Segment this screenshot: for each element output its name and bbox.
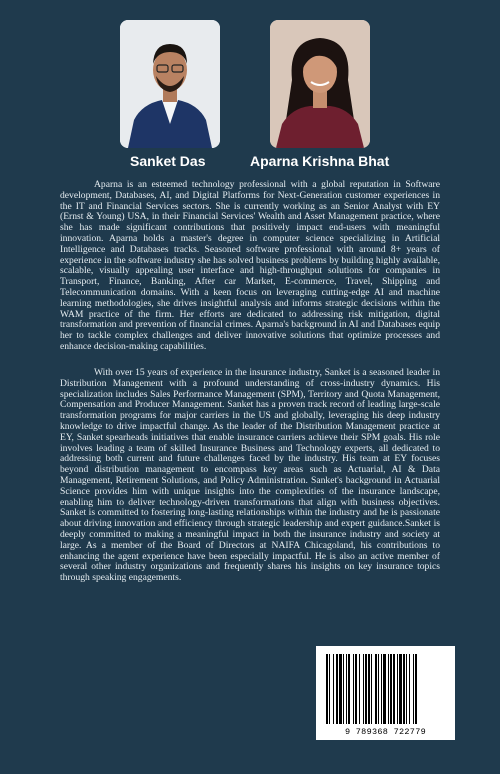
barcode-bar — [413, 654, 414, 724]
author-name-aparna: Aparna Krishna Bhat — [250, 153, 390, 169]
barcode-bar — [393, 654, 395, 724]
barcode-bar — [329, 654, 330, 724]
barcode-bar — [397, 654, 398, 724]
barcode-bar — [390, 654, 392, 724]
barcode-bar — [403, 654, 405, 724]
barcode-bar — [383, 654, 386, 724]
barcode-bar — [336, 654, 338, 724]
sanket-portrait-image — [120, 20, 220, 148]
barcode-bar — [353, 654, 354, 724]
barcode-bar — [368, 654, 370, 724]
barcode-bar — [406, 654, 407, 724]
barcode-bar — [399, 654, 402, 724]
barcode-bar — [326, 654, 328, 724]
barcode-bar — [333, 654, 334, 724]
barcode-bar — [339, 654, 342, 724]
author-photo-sanket — [120, 20, 220, 148]
isbn-number: 9 789368 722779 — [344, 727, 426, 737]
barcode-bar — [346, 654, 347, 724]
barcode-bars — [316, 646, 455, 740]
barcode-bar — [378, 654, 379, 724]
barcode-bar — [375, 654, 377, 724]
barcode-bar — [363, 654, 364, 724]
author-photo-aparna — [270, 20, 370, 148]
barcode-bar — [365, 654, 367, 724]
barcode-bar — [415, 654, 417, 724]
barcode-bar — [371, 654, 372, 724]
barcode-bar — [381, 654, 382, 724]
author-name-sanket: Sanket Das — [130, 153, 206, 169]
barcode-bar — [409, 654, 410, 724]
bio-paragraph-sanket: With over 15 years of experience in the insurance industry, Sanket is a seasoned leader in Distribution Management with a profound understanding of cross-industry dynamics. His specialization includes Sales Performance Management (SPM), Territory and Quota Management, Compensation and Producer Management. Sanket has a proven track record of leading large-scale transformation programs for major carriers in the US and globally, leveraging his deep industry knowledge to drive impactful change. As the leader of the Distribution Management practice at EY, Sanket spearheads initiatives that enable insurance carriers achieve their SPM goals. His role involves leading a team of skilled Insurance Business and Technology experts, all dedicated to addressing both current and future challenges faced by the industry. His team at EY focuses beyond distribution management to encompass key areas such as Actuarial, AI & Data Management, Retirement Solutions, and Policy Administration. Sanket's background in Actuarial Science provides him with unique insights into the complexities of the insurance landscape, enabling him to deliver technology-driven transformations that align with business objectives. Sanket is committed to fostering long-lasting relationships within the industry and he is passionate about driving innovation and efficiency through strategic leadership and expert guidance.Sanket is deeply committed to making a meaningful impact in both the insurance industry and society at large. As a member of the Board of Directors at NAIFA Chicagoland, his contributions to enhancing the agent experience have been especially impactful. He is also an active member of several other industry organizations and frequently shares his insights on key insurance topics through speaking engagements. — [60, 367, 440, 584]
barcode-bar — [355, 654, 357, 724]
barcode-bar — [388, 654, 389, 724]
barcode-bar — [359, 654, 360, 724]
bio-paragraph-aparna: Aparna is an esteemed technology professional with a global reputation in Software development, Databases, AI, and Digital Platforms for Next-Generation customer experiences in the IT and Financial Services sectors. She is currently working as an Senior Analyst with EY (Ernst & Young) USA, in their Financial Services' Wealth and Asset Management practice, where she has made significant contributions that positively impact end-users with meaningful innovation. Aparna holds a master's degree in computer science specializing in Artificial Intelligence and Databases tracks. Seasoned software professional with around 8+ years of experience in the software industry she has solved business problems by building highly available, scalable, visually appealing user interface and high-throughput solutions for companies in Transport, Finance, Banking, After car Market, E-commerce, Travel, Shipping and Telecommunication domains. With a keen focus on leveraging cutting-edge AI and machine learning methodologies, she drives insightful analysis and informs strategic decisions within the WAM practice of the firm. Her efforts are dedicated to addressing risk mitigation, digital transformation and prevention of financial crimes. Aparna's background in AI and Databases equip her to tackle complex challenges and deliver innovative solutions that optimize processes and enhance decision-making capabilities. — [60, 179, 440, 352]
isbn-barcode — [316, 646, 455, 740]
aparna-portrait-image — [270, 20, 370, 148]
barcode-bar — [348, 654, 350, 724]
barcode-bar — [343, 654, 344, 724]
